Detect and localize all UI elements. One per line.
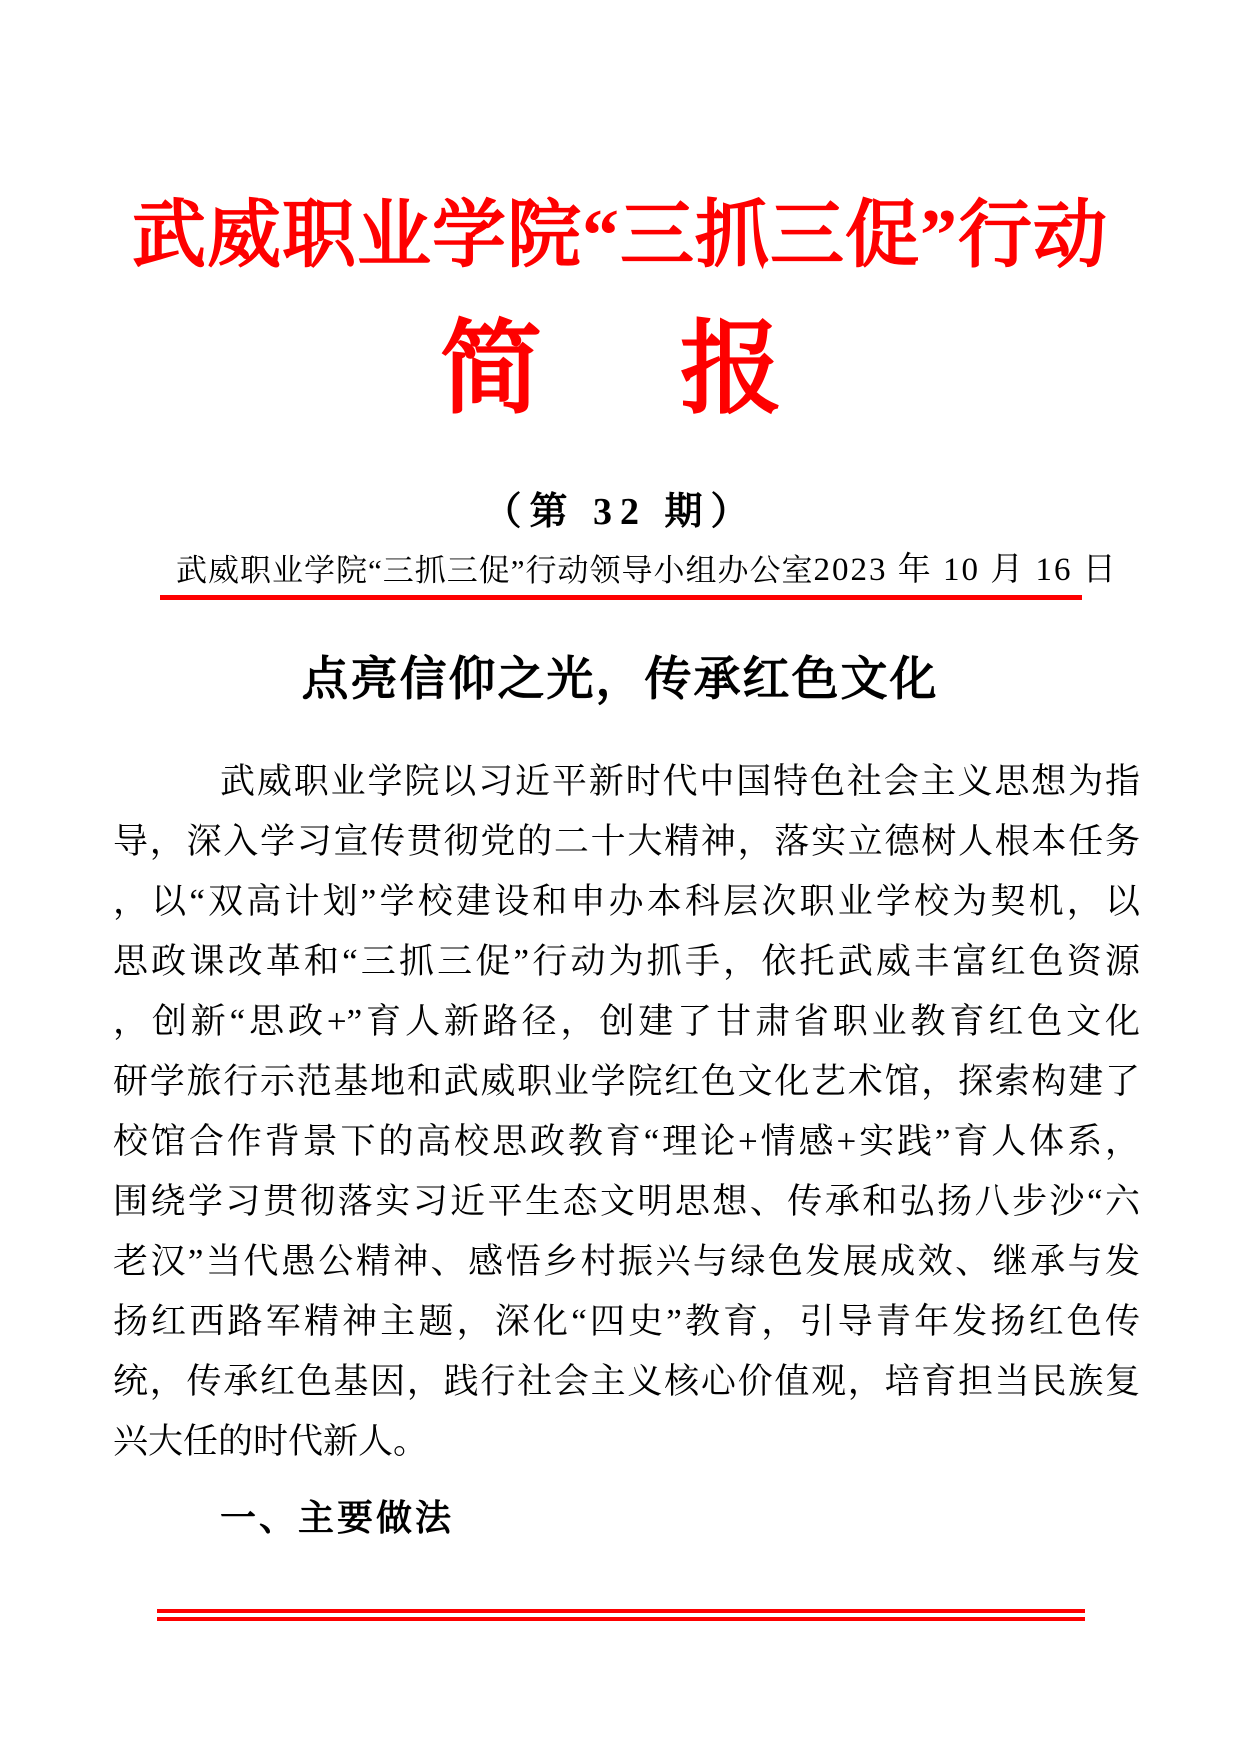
issuing-office: 武威职业学院“三抓三促”行动领导小组办公室 bbox=[176, 553, 814, 588]
body-line: ，以“双高计划”学校建设和申办本科层次职业学校为契机，以 bbox=[113, 882, 1140, 921]
body-line: 思政课改革和“三抓三促”行动为抓手，依托武威丰富红色资源 bbox=[113, 942, 1140, 981]
footer-double-rule bbox=[157, 1609, 1085, 1621]
body-line: ，创新“思政+”育人新路径，创建了甘肃省职业教育红色文化 bbox=[113, 1002, 1140, 1041]
masthead-title-line2: 简 报 bbox=[440, 314, 800, 427]
body-line: 武威职业学院以习近平新时代中国特色社会主义思想为指 bbox=[220, 762, 1140, 801]
body-line: 扬红西路军精神主题，深化“四史”教育，引导青年发扬红色传 bbox=[113, 1302, 1140, 1341]
article-title: 点亮信仰之光，传承红色文化 bbox=[301, 654, 939, 706]
masthead-header-row bbox=[160, 543, 1118, 600]
body-line: 老汉”当代愚公精神、感悟乡村振兴与绿色发展成效、继承与发 bbox=[113, 1242, 1140, 1281]
body-line: 导，深入学习宣传贯彻党的二十大精神，落实立德树人根本任务 bbox=[113, 822, 1140, 861]
body-line: 校馆合作背景下的高校思政教育“理论+情感+实践”育人体系， bbox=[113, 1122, 1140, 1161]
article-body bbox=[113, 752, 1140, 1472]
body-line: 兴大任的时代新人。 bbox=[113, 1422, 429, 1461]
issue-number: （第 32 期） bbox=[483, 491, 757, 533]
section-heading: 一、主要做法 bbox=[220, 1497, 455, 1538]
masthead-title-line1: 武威职业学院“三抓三促”行动 bbox=[132, 195, 1108, 277]
body-line: 统，传承红色基因，践行社会主义核心价值观，培育担当民族复 bbox=[113, 1362, 1140, 1401]
body-line: 围绕学习贯彻落实习近平生态文明思想、传承和弘扬八步沙“六 bbox=[113, 1182, 1140, 1221]
issue-date: 2023 年 10 月 16 日 bbox=[813, 552, 1118, 588]
body-line: 研学旅行示范基地和武威职业学院红色文化艺术馆，探索构建了 bbox=[113, 1062, 1140, 1101]
